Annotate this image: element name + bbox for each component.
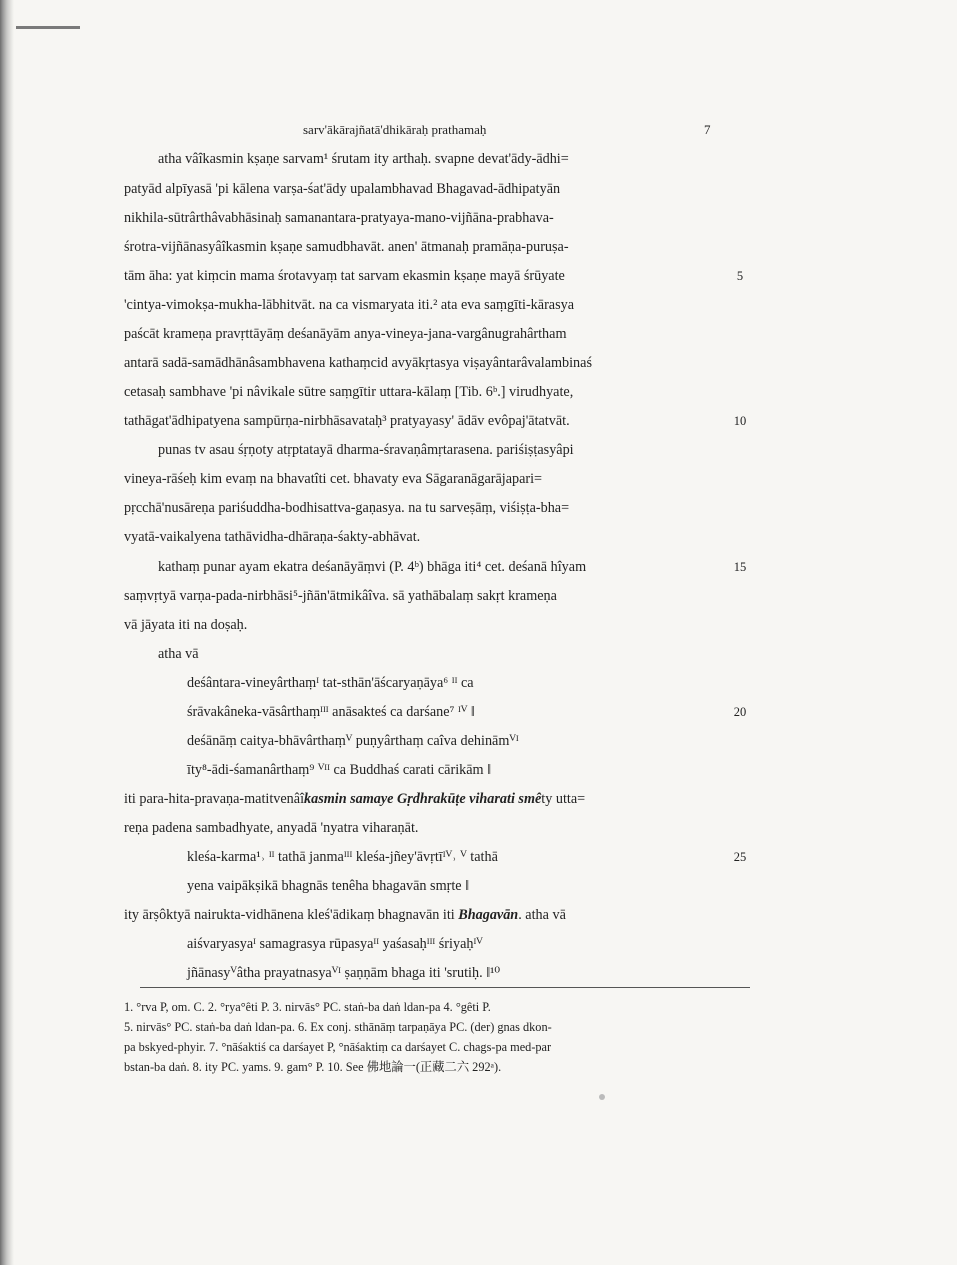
- text-line: atha vā: [158, 646, 199, 662]
- verse-line: kleśa-karma¹˒ ᴵᴵ tathā janmaᴵᴵᴵ kleśa-jñey'āvṛtīᴵⱽ˒ ⱽ tathā: [187, 849, 498, 865]
- text-line: punas tv asau śṛṇoty atṛptatayā dharma-śravaṇâmṛtarasena. pariśiṣṭasyâpi: [158, 442, 574, 458]
- text-line: vineya-rāśeḥ kim evaṃ na bhavatîti cet. bhavaty eva Sāgaranāgarājapari=: [124, 471, 543, 487]
- text-segment: ity ārṣôktyā nairukta-vidhānena kleś'ādikaṃ bhagnavān iti: [124, 907, 459, 923]
- text-line: nikhila-sūtrârthâvabhāsinaḥ samanantara-pratyaya-mano-vijñāna-prabhava-: [124, 210, 554, 226]
- text-line: cetasaḥ sambhave 'pi nâvikale sūtre saṃgītir uttara-kālaṃ [Tib. 6ᵇ.] virudhyate,: [124, 384, 574, 400]
- text-line: atha vâîkasmin kṣaṇe sarvam¹ śrutam ity arthaḥ. svapne devat'ādy-ādhi=: [158, 151, 569, 167]
- verse-line: deśānāṃ caitya-bhāvârthaṃⱽ puṇyârthaṃ caîva dehināmⱽᴵ: [187, 733, 519, 749]
- text-line: paścāt krameṇa pravṛttāyāṃ deśanāyām anya-vineya-jana-vargânugrahârtham: [124, 326, 567, 342]
- footnote-line: 1. °rva P, om. C. 2. °rya°êti P. 3. nirvās° PC. staṅ-ba daṅ ldan-pa 4. °gêti P.: [124, 1000, 491, 1014]
- verse-line: jñānasyⱽâtha prayatnasyaⱽᴵ ṣaṇṇām bhaga iti 'srutiḥ. ‖¹⁰: [187, 965, 501, 981]
- line-number: 25: [733, 850, 747, 864]
- scan-binding-edge: [0, 0, 14, 1265]
- verse-line: deśântara-vineyârthaṃᴵ tat-sthān'āścaryaṇāya⁶ ᴵᴵ ca: [187, 675, 474, 691]
- verse-line: śrāvakâneka-vāsârthaṃᴵᴵᴵ anāsakteś ca darśane⁷ ᴵⱽ ‖: [187, 704, 475, 720]
- text-line: antarā sadā-samādhānâsambhavena kathaṃcid avyākṛtasya viṣayântarâvalambinaś: [124, 355, 592, 371]
- line-number: 10: [733, 414, 747, 428]
- footnote-line: pa bskyed-phyir. 7. °nāśaktiś ca darśayet P, °nāśaktiṃ ca darśayet C. chags-pa med-par: [124, 1040, 552, 1054]
- text-line-mixed: [124, 790, 585, 808]
- italic-segment: Bhagavān: [458, 907, 519, 923]
- text-line: reṇa padena sambadhyate, anyadā 'nyatra viharaṇāt.: [124, 820, 419, 836]
- text-line: saṃvṛtyā varṇa-pada-nirbhāsi⁵-jñān'ātmikâîva. sā yathābalaṃ sakṛt krameṇa: [124, 588, 557, 604]
- text-segment: ty utta=: [541, 791, 586, 807]
- line-number: 15: [733, 560, 747, 574]
- scan-speck: [599, 1094, 605, 1100]
- line-number: 20: [733, 705, 747, 719]
- text-line: vyatā-vaikalyena tathāvidha-dhāraṇa-śakty-abhāvat.: [124, 529, 421, 545]
- running-title: sarv'ākārajñatā'dhikāraḥ prathamaḥ: [303, 122, 487, 137]
- text-line: tām āha: yat kiṃcin mama śrotavyaṃ tat sarvam ekasmin kṣaṇe mayā śrūyate: [124, 268, 565, 284]
- page-number: 7: [704, 122, 711, 137]
- text-line: vā jāyata iti na doṣaḥ.: [124, 617, 248, 633]
- text-segment: iti para-hita-pravaṇa-matitvenâî: [124, 791, 305, 807]
- text-line-mixed: [124, 906, 566, 924]
- footnote-line: bstan-ba daṅ. 8. ity PC. yams. 9. gam° P. 10. See 佛地論一(正藏二六 292ᵃ).: [124, 1060, 502, 1074]
- text-line: pṛcchā'nusāreṇa pariśuddha-bodhisattva-gaṇasya. na tu sarveṣāṃ, viśiṣṭa-bha=: [124, 500, 570, 516]
- text-line: tathāgat'ādhipatyena sampūrṇa-nirbhāsavataḥ³ pratyayasy' ādāv evôpaj'ātatvāt.: [124, 413, 570, 429]
- italic-segment: kasmin samaye Gṛdhrakūṭe viharati smê: [304, 791, 542, 807]
- verse-line: īty⁸-ādi-śamanârthaṃ⁹ ⱽᴵᴵ ca Buddhaś carati cārikām ‖: [187, 762, 492, 778]
- footnote-line: 5. nirvās° PC. staṅ-ba daṅ ldan-pa. 6. Ex conj. sthānāṃ tarpaṇāya PC. (der) gnas dkon-: [124, 1020, 552, 1034]
- verse-line: yena vaipākṣikā bhagnās tenêha bhagavān smṛte ‖: [187, 878, 470, 894]
- text-line: 'cintya-vimokṣa-mukha-lābhitvāt. na ca vismaryata iti.² ata eva saṃgīti-kārasya: [124, 297, 575, 313]
- line-number: 5: [736, 269, 744, 283]
- text-line: patyād alpīyasā 'pi kālena varṣa-śat'ādy upalambhavad Bhagavad-ādhipatyān: [124, 181, 561, 197]
- scan-mark: [16, 26, 80, 29]
- footnote-rule: [140, 987, 750, 988]
- text-line: śrotra-vijñānasyâîkasmin kṣaṇe samudbhavāt. anen' ātmanaḥ pramāṇa-puruṣa-: [124, 239, 569, 255]
- text-line: kathaṃ punar ayam ekatra deśanāyāṃvi (P. 4ᵇ) bhāga iti⁴ cet. deśanā hîyam: [158, 559, 587, 575]
- verse-line: aiśvaryasyaᴵ samagrasya rūpasyaᴵᴵ yaśasaḥᴵᴵᴵ śriyaḥᴵⱽ: [187, 936, 483, 952]
- text-segment: . atha vā: [518, 907, 566, 923]
